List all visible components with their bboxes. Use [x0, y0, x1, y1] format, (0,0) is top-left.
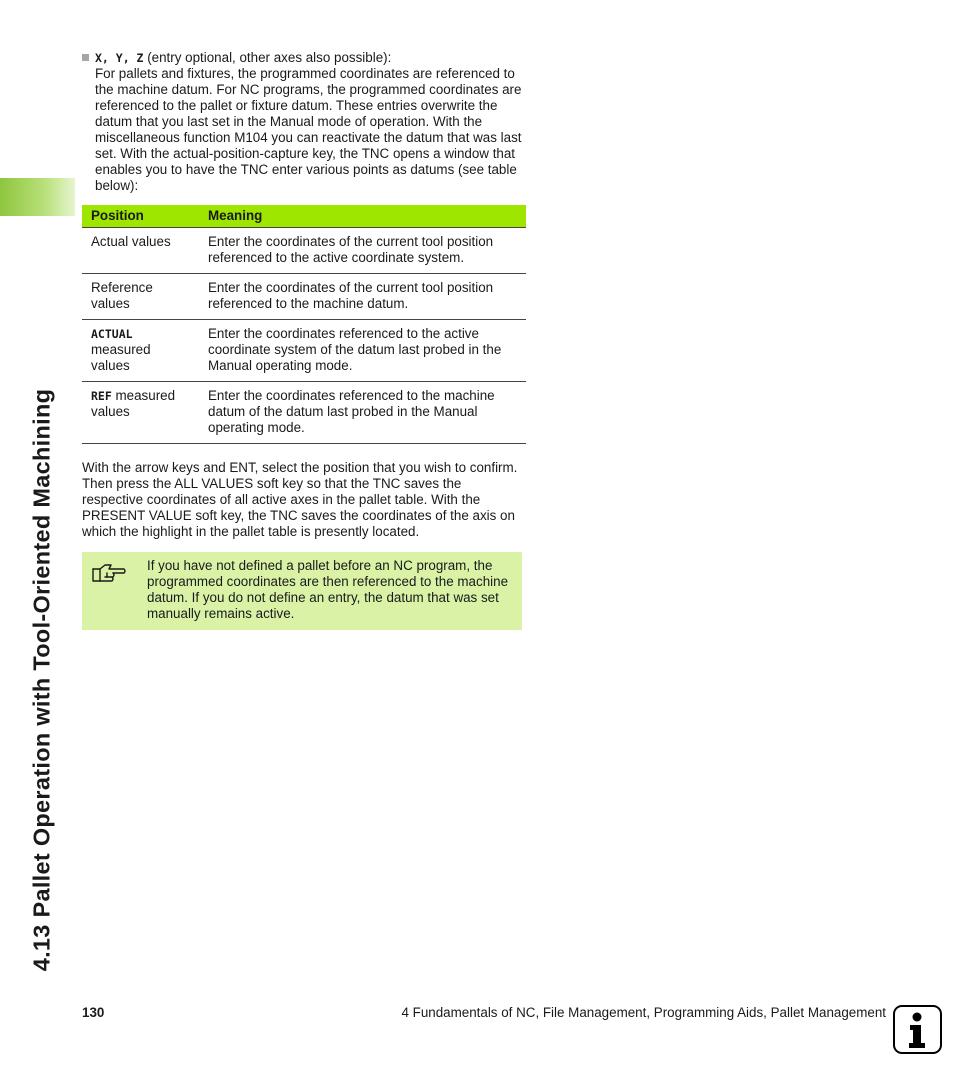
table-row — [82, 382, 526, 444]
table-header-row — [82, 205, 526, 228]
meaning-cell: Enter the coordinates referenced to the active coordinate system of the datum last probed in the Manual operating mode. — [199, 320, 526, 382]
position-cell — [82, 228, 199, 274]
meaning-cell: Enter the coordinates referenced to the machine datum of the datum last probed in the Manual operating mode. — [199, 382, 526, 444]
bullet-item — [82, 50, 526, 66]
table-row — [82, 320, 526, 382]
bullet-square-icon — [82, 54, 89, 61]
table-row — [82, 228, 526, 274]
page-number: 130 — [82, 1005, 105, 1020]
position-text: Reference values — [91, 280, 153, 311]
datum-table — [82, 205, 526, 444]
table-row — [82, 274, 526, 320]
position-text: Actual values — [91, 234, 171, 249]
bullet-body: For pallets and fixtures, the programmed coordinates are referenced to the machine datum. For NC programs, the programmed coordinates are referenced to the pallet or fixture datum. These entries overwrite the datum that you last set in the Manual mode of operation. With the miscellaneous function M104 you can reactivate the datum that was last set. With the actual-position-capture key, the TNC opens a window that enables you to have the TNC enter various points as datums (see table below): — [95, 66, 522, 193]
position-code: ACTUAL — [91, 327, 133, 341]
section-title: 4.13 Pallet Operation with Tool-Oriented Machining — [28, 388, 55, 972]
bullet-heading: (entry optional, other axes also possible): — [143, 50, 392, 65]
position-text: measured values — [91, 342, 151, 373]
note-text: If you have not defined a pallet before an NC program, the programmed coordinates are then referenced to the machine datum. If you do not define an entry, the datum that was set manually remains active. — [147, 558, 509, 621]
header-position: Position — [82, 205, 199, 228]
meaning-cell: Enter the coordinates of the current tool position referenced to the active coordinate system. — [199, 228, 526, 274]
main-content — [82, 50, 526, 630]
chapter-tab-marker — [0, 178, 75, 216]
info-icon[interactable] — [893, 1005, 942, 1054]
position-cell — [82, 320, 199, 382]
pointing-hand-icon — [91, 561, 127, 587]
position-code: REF — [91, 389, 112, 403]
position-cell — [82, 382, 199, 444]
chapter-title: 4 Fundamentals of NC, File Management, Programming Aids, Pallet Management — [401, 1005, 886, 1020]
header-meaning: Meaning — [199, 205, 526, 228]
position-text: measured values — [91, 388, 176, 419]
note-box — [82, 552, 522, 630]
position-cell — [82, 274, 199, 320]
axis-code: X, Y, Z — [95, 51, 144, 65]
instruction-paragraph: With the arrow keys and ENT, select the position that you wish to confirm. Then press the ALL VALUES soft key so that the TNC saves the respective coordinates of all active axes in the pallet table. With the PRESENT VALUE soft key, the TNC saves the coordinates of the axis on which the highlight in the pallet table is presently located. — [82, 460, 518, 539]
info-glyph — [895, 1007, 940, 1052]
meaning-cell: Enter the coordinates of the current tool position referenced to the machine datum. — [199, 274, 526, 320]
